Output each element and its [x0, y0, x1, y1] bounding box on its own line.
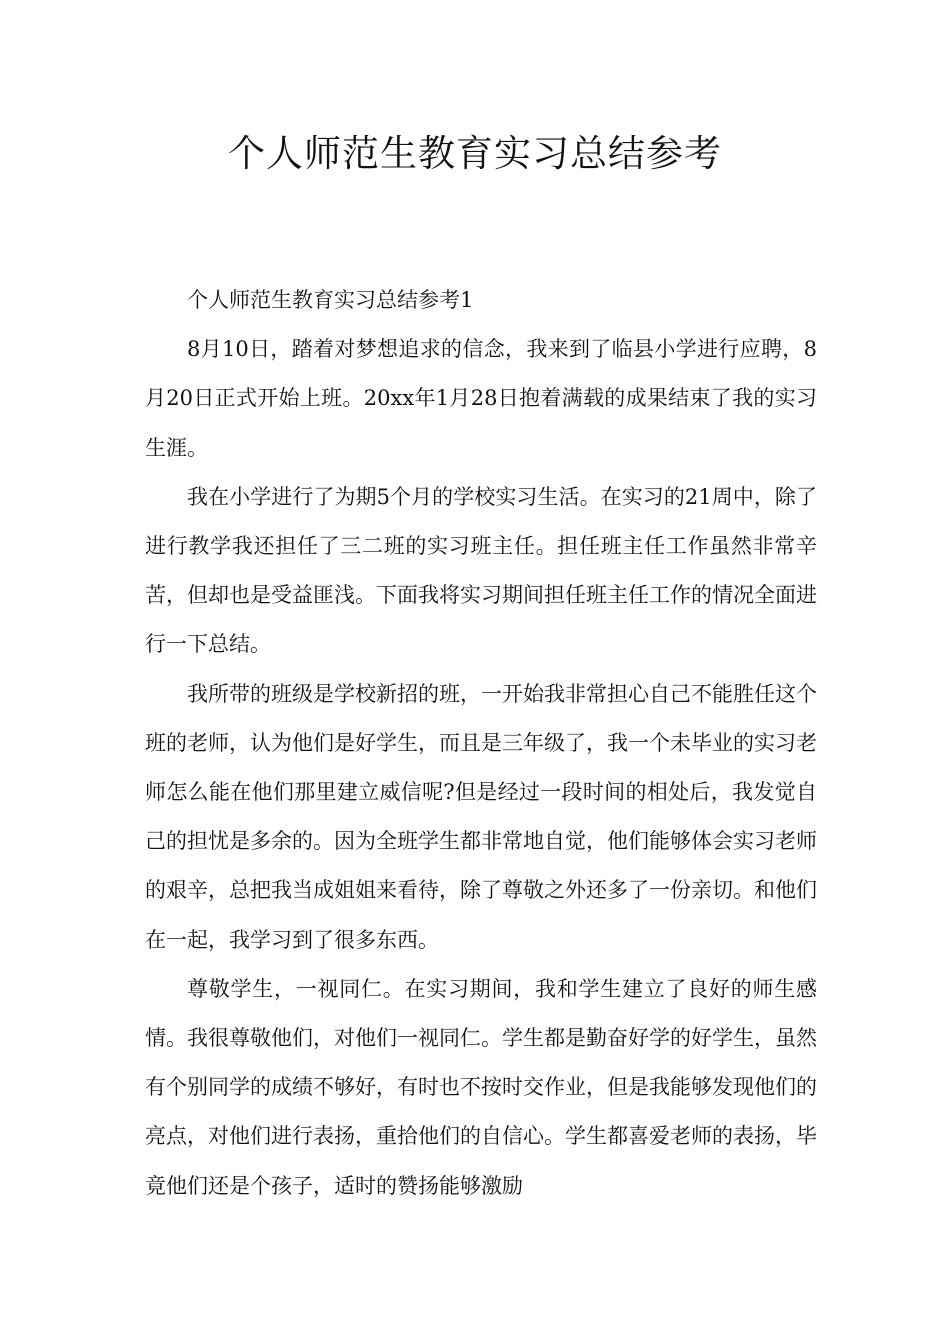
section-heading: 个人师范生教育实习总结参考1: [187, 288, 474, 312]
document-title: 个人师范生教育实习总结参考: [228, 132, 722, 175]
paragraph: 我在小学进行了为期5个月的学校实习生活。在实习的21周中，除了进行教学我还担任了三二班的实习班主任。担任班主任工作虽然非常辛苦，但却也是受益匪浅。下面我将实习期间担任班主任工作的情况全面进行一下总结。: [145, 484, 817, 657]
paragraph: 8月10日，踏着对梦想追求的信念，我来到了临县小学进行应聘，8月20日正式开始上班。20xx年1月28日抱着满载的成果结束了我的实习生涯。: [145, 337, 817, 460]
document-body: [145, 276, 817, 1211]
paragraph: 尊敬学生，一视同仁。在实习期间，我和学生建立了良好的师生感情。我很尊敬他们，对他们一视同仁。学生都是勤奋好学的好学生，虽然有个别同学的成绩不够好，有时也不按时交作业，但是我能够发现他们的亮点，对他们进行表扬，重拾他们的自信心。学生都喜爱老师的表扬，毕竟他们还是个孩子，适时的赞扬能够激励: [145, 976, 817, 1198]
paragraph: 我所带的班级是学校新招的班，一开始我非常担心自己不能胜任这个班的老师，认为他们是好学生，而且是三年级了，我一个未毕业的实习老师怎么能在他们那里建立威信呢?但是经过一段时间的相处后，我发觉自己的担忧是多余的。因为全班学生都非常地自觉，他们能够体会实习老师的艰辛，总把我当成姐姐来看待，除了尊敬之外还多了一份亲切。和他们在一起，我学习到了很多东西。: [145, 681, 817, 952]
